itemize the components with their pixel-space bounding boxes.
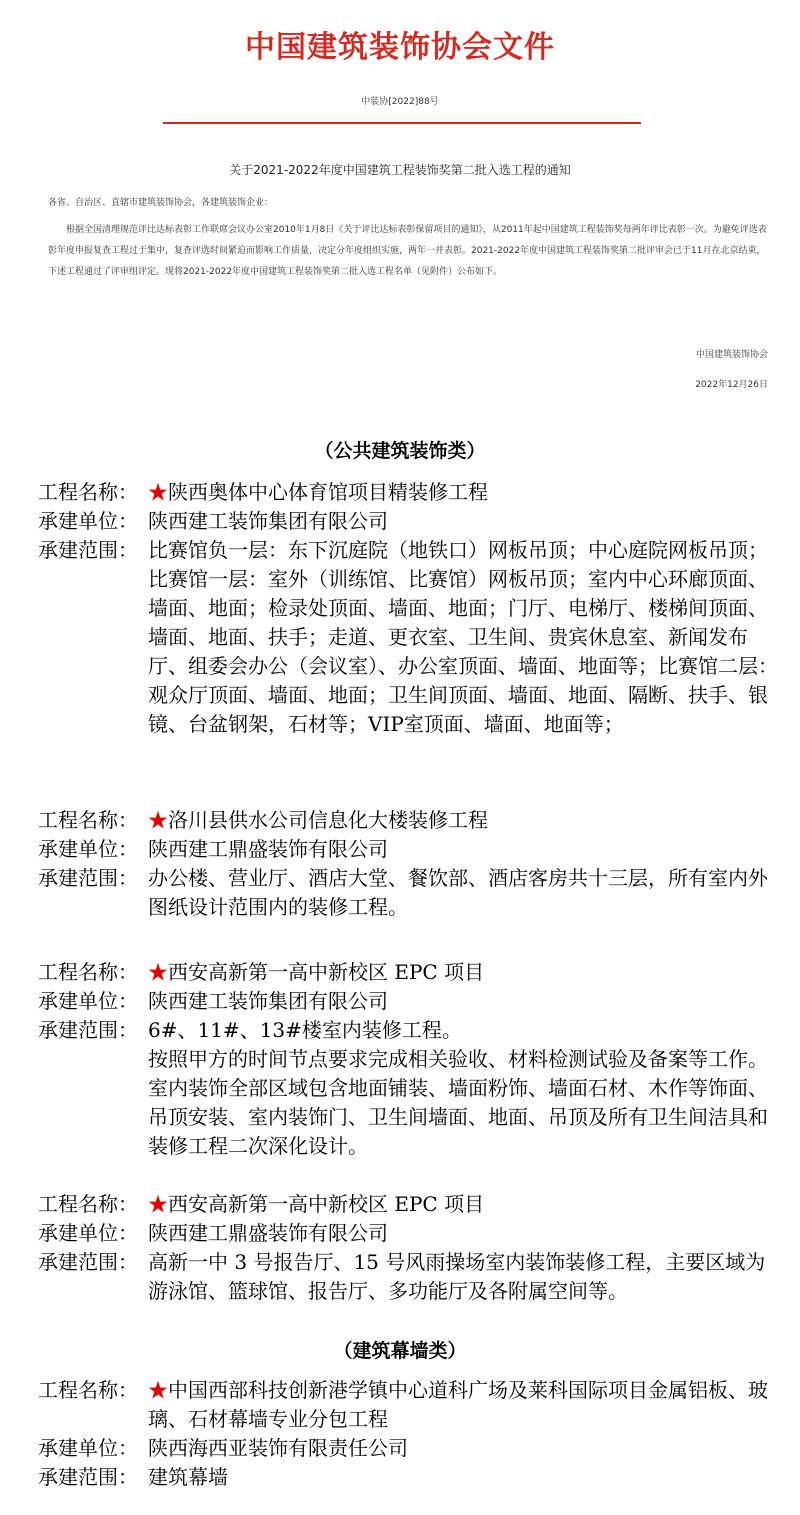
project-scope: 建筑幕墙 xyxy=(148,1465,228,1489)
issuer-name: 中国建筑装饰协会 xyxy=(695,350,768,360)
project-name-row xyxy=(38,1376,778,1434)
contractor-name: 陕西建工装饰集团有限公司 xyxy=(148,509,388,533)
project-unit-row xyxy=(38,1219,778,1248)
project-entry xyxy=(38,958,778,1161)
unit-label: 承建单位： xyxy=(38,1221,138,1245)
unit-label: 承建单位： xyxy=(38,989,138,1013)
project-name-row xyxy=(38,806,778,835)
scope-label: 承建范围： xyxy=(38,538,138,562)
project-name: ★洛川县供水公司信息化大楼装修工程 xyxy=(148,808,488,832)
project-name: ★陕西奥体中心体育馆项目精装修工程 xyxy=(148,480,488,504)
project-scope xyxy=(148,1016,778,1161)
project-scope-row xyxy=(38,1016,778,1161)
scope-label: 承建范围： xyxy=(38,866,138,890)
unit-label: 承建单位： xyxy=(38,509,138,533)
project-entry xyxy=(38,806,778,922)
notice-body: 根据全国清理规范评比达标表彰工作联席会议办公室2010年1月8日《关于评比达标表彰保留项目的通知》，从2011年起中国建筑工程装饰奖每两年评比表彰一次。为避免评选表彰年度申报复查工程过于集中，复查评选时间紧迫而影响工作质量，决定分年度组织实施，两年一并表彰。2021-2022年度中国建筑工程装饰奖第二批评审会已于11月在北京结束，下述工程通过了评审组评定。现将2021-2022年度中国建筑工程装饰奖第二批入选工程名单（见附件）公布如下。 xyxy=(48,225,767,277)
star-icon: ★ xyxy=(148,1192,168,1216)
project-name: ★西安高新第一高中新校区 EPC 项目 xyxy=(148,960,485,984)
scope-label: 承建范围： xyxy=(38,1465,138,1489)
scope-details: 按照甲方的时间节点要求完成相关验收、材料检测试验及备案等工作。室内装饰全部区域包含地面铺装、墙面粉饰、墙面石材、木作等饰面、吊顶安装、室内装饰门、卫生间墙面、地面、吊顶及所有卫生间洁具和装修工程二次深化设计。 xyxy=(148,1047,768,1158)
project-scope-row xyxy=(38,864,778,922)
project-scope-row xyxy=(38,1463,778,1492)
project-name-row xyxy=(38,478,778,507)
scope-line: 6#、11#、13#楼室内装修工程。 xyxy=(148,1018,462,1042)
unit-label: 承建单位： xyxy=(38,837,138,861)
name-label: 工程名称： xyxy=(38,960,138,984)
project-entry xyxy=(38,1190,778,1306)
project-unit-row xyxy=(38,1434,778,1463)
project-name-row xyxy=(38,958,778,987)
project-unit-row xyxy=(38,835,778,864)
scope-label: 承建范围： xyxy=(38,1250,138,1274)
section-heading-curtain-wall: （建筑幕墙类） xyxy=(333,1340,467,1362)
name-label: 工程名称： xyxy=(38,808,138,832)
name-label: 工程名称： xyxy=(38,1378,138,1402)
unit-label: 承建单位： xyxy=(38,1436,138,1460)
document-number: 中装协[2022]88号 xyxy=(361,97,439,107)
contractor-name: 陕西建工鼎盛装饰有限公司 xyxy=(148,837,388,861)
project-scope: 比赛馆负一层：东下沉庭院（地铁口）网板吊顶；中心庭院网板吊顶；比赛馆一层：室外（训练馆、比赛馆）网板吊顶；室内中心环廊顶面、墙面、地面；检录处顶面、墙面、地面；门厅、电梯厅、楼梯间顶面、墙面、地面、扶手；走道、更衣室、卫生间、贵宾休息室、新闻发布厅、组委会办公（会议室）、办公室顶面、墙面、地面等；比赛馆二层：观众厅顶面、墙面、地面；卫生间顶面、墙面、地面、隔断、扶手、银镜、台盆钢架，石材等；VIP室顶面、墙面、地面等； xyxy=(148,538,778,736)
project-scope-row xyxy=(38,1248,778,1306)
star-icon: ★ xyxy=(148,1378,168,1402)
issue-date: 2022年12月26日 xyxy=(695,380,768,390)
name-label: 工程名称： xyxy=(38,1192,138,1216)
project-entry xyxy=(38,1376,778,1492)
salutation: 各省、自治区、直辖市建筑装饰协会，各建筑装饰企业： xyxy=(48,198,274,208)
contractor-name: 陕西建工鼎盛装饰有限公司 xyxy=(148,1221,388,1245)
contractor-name: 陕西海西亚装饰有限责任公司 xyxy=(148,1436,408,1460)
project-scope: 高新一中 3 号报告厅、15 号风雨操场室内装饰装修工程，主要区域为游泳馆、篮球馆、报告厅、多功能厅及各附属空间等。 xyxy=(148,1250,766,1303)
project-name: ★西安高新第一高中新校区 EPC 项目 xyxy=(148,1192,485,1216)
contractor-name: 陕西建工装饰集团有限公司 xyxy=(148,989,388,1013)
project-entry xyxy=(38,478,778,739)
red-divider xyxy=(163,122,641,124)
notice-title: 关于2021-2022年度中国建筑工程装饰奖第二批入选工程的通知 xyxy=(229,163,571,177)
project-name: ★中国西部科技创新港学镇中心道科广场及莱科国际项目金属铝板、玻璃、石材幕墙专业分包工程 xyxy=(148,1378,768,1431)
project-name-row xyxy=(38,1190,778,1219)
project-unit-row xyxy=(38,987,778,1016)
name-label: 工程名称： xyxy=(38,480,138,504)
project-unit-row xyxy=(38,507,778,536)
star-icon: ★ xyxy=(148,960,168,984)
project-scope-row xyxy=(38,536,778,739)
star-icon: ★ xyxy=(148,808,168,832)
scope-label: 承建范围： xyxy=(38,1018,138,1042)
section-heading-public: （公共建筑装饰类） xyxy=(314,440,486,462)
star-icon: ★ xyxy=(148,480,168,504)
project-scope: 办公楼、营业厅、酒店大堂、餐饮部、酒店客房共十三层，所有室内外图纸设计范围内的装修工程。 xyxy=(148,866,768,919)
document-masthead: 中国建筑装饰协会文件 xyxy=(245,30,555,65)
